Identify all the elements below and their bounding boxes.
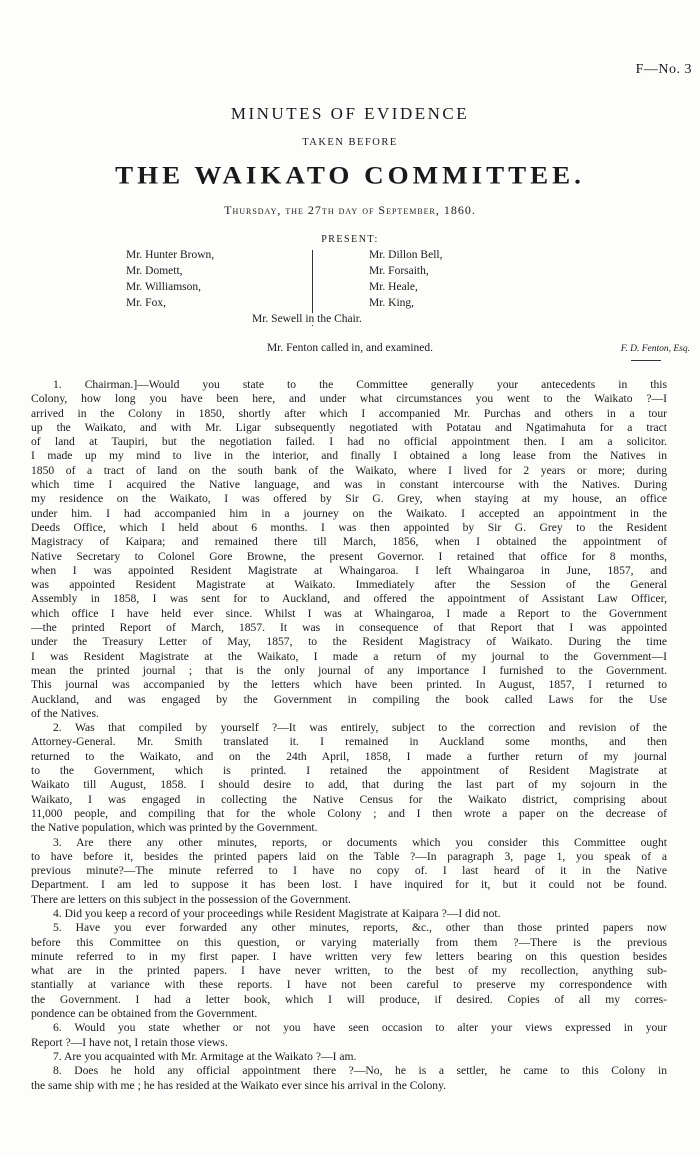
evidence-line: 11,000 people, and compiling that for the whole Colony ; and I then wrote a paper on the decrease of [31, 806, 667, 820]
evidence-line: returned to the Waikato, and on the 24th April, 1858, I made a further return of my journal [31, 749, 667, 763]
evidence-line: pondence can be obtained from the Government. [31, 1007, 258, 1021]
evidence-line: Report ?—I have not, I retain those views. [31, 1035, 228, 1049]
document-title: MINUTES OF EVIDENCE [230, 104, 470, 123]
member-name: Mr. Fox, [126, 297, 166, 309]
evidence-line: before this Committee on this question, or varying materially from them ?—There is the previous [31, 935, 667, 949]
evidence-line: Attorney-General. Mr. Smith translated it. I remained in Auckland some months, and then [31, 735, 667, 749]
evidence-line: Waikato, I was engaged in collecting the Native Census for the Waikato district, comprising about [31, 792, 667, 806]
members-right-column [369, 247, 442, 311]
evidence-line: This journal was accompanied by the letters which have been printed. In August, 1857, I returned to [31, 678, 667, 692]
evidence-line: 6. Would you state whether or not you have seen occasion to alter your views expressed in your [53, 1021, 667, 1035]
evidence-line: 1850 of a tract of land on the south bank of the Waikato, where I lived for 2 years or more; during [31, 463, 667, 477]
evidence-line: stantially at variance with these reports. I have not been careful to preserve my correspondence with [31, 978, 667, 992]
evidence-line: I made up my mind to live in the interior, and finally I obtained a long lease from the Natives in [31, 449, 667, 463]
evidence-line: 7. Are you acquainted with Mr. Armitage at the Waikato ?—I am. [53, 1049, 357, 1063]
evidence-line: I was Resident Magistrate at the Waikato, I made a return of my journal to the Government—I [31, 649, 667, 663]
evidence-line: under the Treasury Letter of May, 1857, to the Resident Magistracy of Waikato. During the time [31, 635, 667, 649]
evidence-line: mean the printed journal ; that is the only journal of any importance I furnished to the Government. [31, 663, 667, 677]
evidence-line: Deeds Office, which I held about 6 months. I was then appointed by Sir G. Grey to the Resident [31, 520, 667, 534]
present-label: PRESENT: [321, 234, 379, 245]
member-name: Mr. Hunter Brown, [126, 249, 215, 261]
evidence-line: 4. Did you keep a record of your proceedings while Resident Magistrate at Kaipara ?—I did not. [53, 906, 501, 920]
evidence-line: minute referred to in my first paper. I have written very few letters bearing on this question besides [31, 949, 667, 963]
document-subtitle: TAKEN BEFORE [302, 137, 398, 148]
evidence-line: the same ship with me ; he has resided at the Waikato ever since his arrival in the Colony. [31, 1078, 447, 1092]
evidence-line: the Native population, which was printed by the Government. [31, 821, 318, 835]
evidence-line: 2. Was that compiled by yourself ?—It was entirely, subject to the correction and revision of the [53, 721, 667, 735]
evidence-line: Auckland, and was engaged by the Government in compiling the book called Laws for the Use [31, 692, 667, 706]
evidence-line: Waikato till August, 1858. I should desire to add, that during the last part of my sojourn in the [31, 778, 667, 792]
member-name: Mr. Domett, [126, 265, 183, 277]
evidence-line: what are in the printed papers. I have never written, to the best of my recollection, anything sub- [31, 964, 667, 978]
evidence-line: 8. Does he hold any official appointment there ?—No, he is a settler, he came to this Colony in [53, 1064, 667, 1078]
evidence-line: up the Waikato, and with Mr. Ligar subsequently negotiated with Potatau and Ngatimahuta for a tract [31, 420, 667, 434]
member-name: Mr. Dillon Bell, [369, 249, 443, 261]
evidence-line: Department. I am led to suppose it has been lost. I have inquired for it, but it could not be found. [31, 878, 667, 892]
evidence-line: the Government. I had a letter book, which I will produce, if desired. Copies of all my corres- [31, 992, 667, 1006]
evidence-line: under him. I had accompanied him in a journey on the Waikato. I accepted an appointment in the [31, 506, 667, 520]
evidence-line: 5. Have you ever forwarded any other minutes, reports, &c., other than those printed papers now [53, 921, 667, 935]
evidence-line: my residence on the Waikato, I was offered by Sir G. Grey, when staying at my house, an office [31, 492, 667, 506]
evidence-body [31, 378, 667, 1093]
meeting-date: Thursday, the 27th day of September, 1860. [224, 203, 476, 217]
evidence-line: previous minute?—The minute referred to I have no copy of. I last heard of it in the Native [31, 864, 667, 878]
evidence-line: to the Government, which is printed. I retained the appointment of Resident Magistrate at [31, 764, 667, 778]
page-reference: F—No. 3 [635, 62, 692, 77]
member-name: Mr. Williamson, [126, 281, 202, 293]
evidence-line: which time I acquired the Native language, and was in constant intercourse with the Natives. During [31, 478, 667, 492]
evidence-line: Native Secretary to Colonel Gore Browne, the present Governor. I retained that office for 8 months, [31, 549, 667, 563]
evidence-line: —the printed Report of March, 1857. It was in consequence of that Report that I was appointed [31, 621, 667, 635]
evidence-line: of land at Taupiri, but the negotiation failed. I had no official appointment then. I am a solicitor. [31, 435, 667, 449]
evidence-line: 1. Chairman.]—Would you state to the Committee generally your antecedents in this [53, 378, 667, 391]
evidence-line: when I was appointed Resident Magistrate at Whaingaroa. I left Whaingaroa in June, 1857, and [31, 563, 667, 577]
witness-intro: Mr. Fenton called in, and examined. [266, 342, 434, 354]
evidence-line: was appointed Resident Magistrate at Waikato. Immediately after the Session of the General [31, 578, 667, 592]
evidence-line: of the Natives. [31, 706, 99, 720]
member-name: Mr. King, [369, 297, 415, 309]
margin-rule [631, 360, 661, 361]
committee-name: THE WAIKATO COMMITTEE. [115, 161, 585, 189]
evidence-line: arrived in the Colony in 1850, shortly after which I accompanied Mr. Purchas and others in a tour [31, 406, 667, 420]
evidence-line: There are letters on this subject in the possession of the Government. [31, 892, 352, 906]
chair-line: Mr. Sewell in the Chair. [252, 313, 362, 325]
member-name: Mr. Heale, [369, 281, 418, 293]
evidence-line: to have before it, besides the printed papers laid on the Table ?—In paragraph 3, page 1, you speak of a [31, 849, 667, 863]
evidence-line: Colony, how long you have been here, and under what circumstances you went to the Waikato ?—I [31, 392, 667, 406]
evidence-line: 3. Are there any other minutes, reports, or documents which you consider this Committee ought [53, 835, 667, 849]
evidence-line: which office I have held ever since. Whilst I was at Whaingaroa, I made a Report to the Government [31, 606, 667, 620]
evidence-line: Magistracy of Kaipara; and remained there till March, 1856, when I obtained the appointment of [31, 535, 667, 549]
member-name: Mr. Forsaith, [369, 265, 429, 277]
witness-margin-note: F. D. Fenton, Esq. [620, 344, 690, 354]
evidence-line: Assembly in 1858, I was sent for to Auckland, and offered the appointment of Assistant Law Officer, [31, 592, 667, 606]
members-left-column [126, 247, 214, 311]
